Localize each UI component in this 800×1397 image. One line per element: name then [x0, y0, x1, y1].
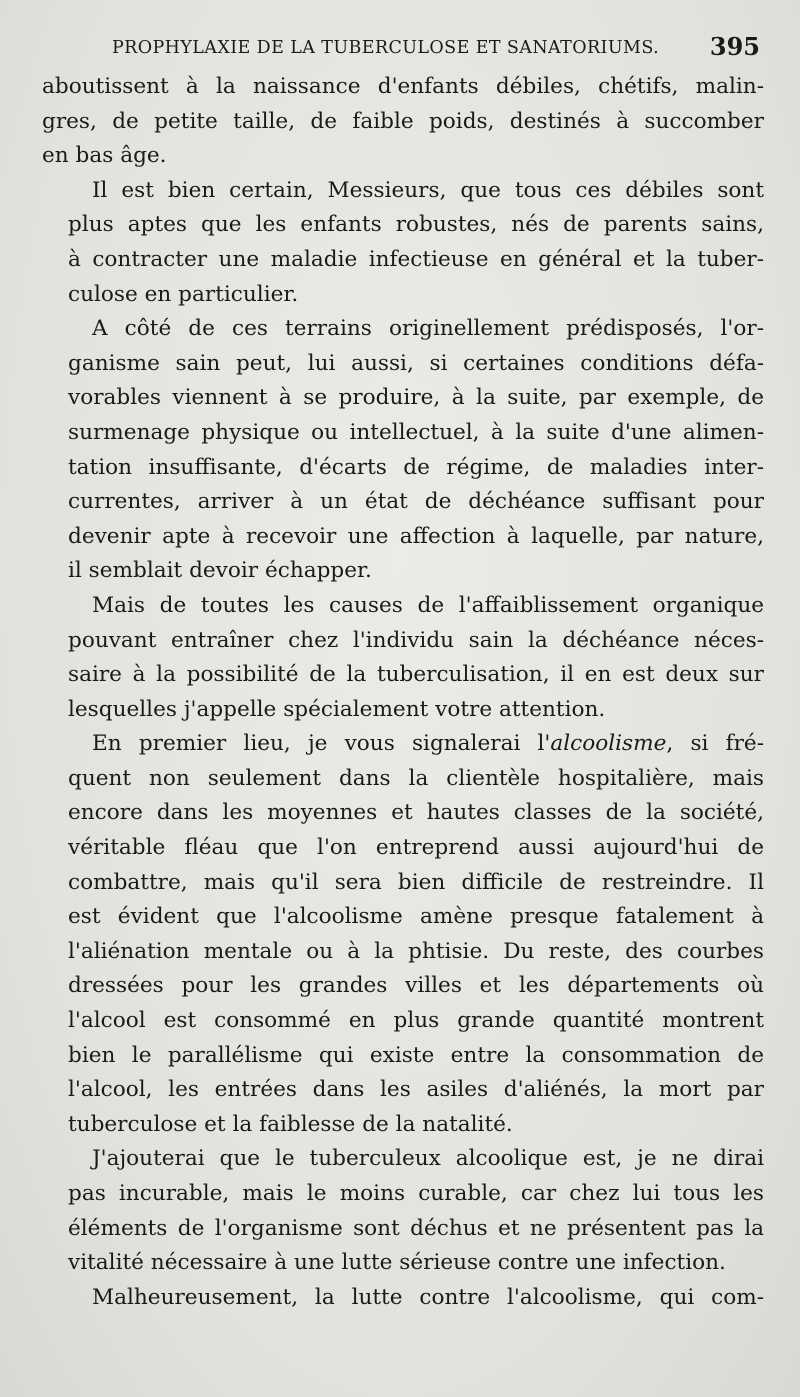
text-line: encore dans les moyennes et hautes classes de la société, — [68, 800, 764, 826]
page-number: 395 — [709, 32, 760, 61]
text-line: l'aliénation mentale ou à la phtisie. Du reste, des courbes — [68, 938, 764, 964]
text-line: aboutissent à la naissance d'enfants débiles, chétifs, malin- — [42, 74, 764, 99]
paragraph-1 — [42, 70, 764, 174]
text-line: saire à la possibilité de la tuberculisation, il en est deux sur — [68, 662, 764, 688]
paragraph-5 — [42, 727, 764, 1142]
text-line: surmenage physique ou intellectuel, à la suite d'une alimen- — [68, 419, 764, 445]
text-line: dressées pour les grandes villes et les départements où — [68, 973, 764, 999]
paragraph-7 — [42, 1281, 764, 1316]
running-title: PROPHYLAXIE DE LA TUBERCULOSE ET SANATORIUMS. — [112, 38, 660, 58]
text-line: tation insuffisante, d'écarts de régime, de maladies inter- — [68, 454, 764, 480]
text-line: culose en particulier. — [68, 281, 299, 307]
text-line: J'ajouterai que le tuberculeux alcoolique est, je ne dirai — [92, 1146, 764, 1172]
text-line: à contracter une maladie infectieuse en général et la tuber- — [68, 246, 764, 272]
paragraph-6 — [42, 1142, 764, 1280]
text-line: currentes, arriver à un état de déchéance suffisant pour — [68, 489, 764, 515]
text-line: vitalité nécessaire à une lutte sérieuse contre une infection. — [68, 1250, 726, 1276]
text-line: l'alcool est consommé en plus grande quantité montrent — [68, 1008, 764, 1034]
text-line: Il est bien certain, Messieurs, que tous ces débiles sont — [92, 177, 764, 203]
text-line: pas incurable, mais le moins curable, car chez lui tous les — [68, 1181, 764, 1206]
text-line: Mais de toutes les causes de l'affaiblissement organique — [92, 592, 764, 618]
text-run: En premier lieu, je vous signalerai l' — [92, 731, 551, 757]
text-line: bien le parallélisme qui existe entre la consommation de — [68, 1042, 764, 1068]
paragraph-3 — [42, 312, 764, 589]
text-line: lesquelles j'appelle spécialement votre attention. — [68, 696, 606, 722]
text-line: devenir apte à recevoir une affection à laquelle, par nature, — [68, 523, 764, 549]
text-line: combattre, mais qu'il sera bien difficile de restreindre. Il — [68, 869, 764, 895]
text-line: quent non seulement dans la clientèle hospitalière, mais — [68, 765, 764, 791]
text-line: pouvant entraîner chez l'individu sain la déchéance néces- — [68, 627, 764, 653]
text-line: en bas âge. — [42, 143, 167, 169]
paragraph-4 — [42, 589, 764, 727]
text-line: véritable fléau que l'on entreprend aussi aujourd'hui de — [68, 835, 764, 861]
body-text — [42, 70, 764, 1315]
running-head — [112, 30, 760, 70]
text-line: tuberculose et la faiblesse de la natalité. — [68, 1111, 513, 1137]
text-run: , si fré- — [666, 731, 764, 757]
text-line: Malheureusement, la lutte contre l'alcoolisme, qui com- — [92, 1284, 764, 1310]
text-line: A côté de ces terrains originellement prédisposés, l'or- — [92, 316, 764, 342]
text-line: plus aptes que les enfants robustes, nés de parents sains, — [68, 212, 764, 238]
text-line-with-italic — [42, 727, 764, 762]
text-line: éléments de l'organisme sont déchus et ne présentent pas la — [68, 1215, 764, 1241]
text-line: l'alcool, les entrées dans les asiles d'aliénés, la mort par — [68, 1077, 764, 1103]
text-line: vorables viennent à se produire, à la suite, par exemple, de — [68, 385, 764, 411]
italic-term: alcoolisme — [550, 731, 667, 757]
text-line: ganisme sain peut, lui aussi, si certaines conditions défa- — [68, 350, 764, 376]
text-line: gres, de petite taille, de faible poids, destinés à succomber — [42, 108, 764, 134]
text-line: il semblait devoir échapper. — [68, 558, 372, 584]
text-line: est évident que l'alcoolisme amène presque fatalement à — [68, 904, 764, 930]
paragraph-2 — [42, 174, 764, 312]
